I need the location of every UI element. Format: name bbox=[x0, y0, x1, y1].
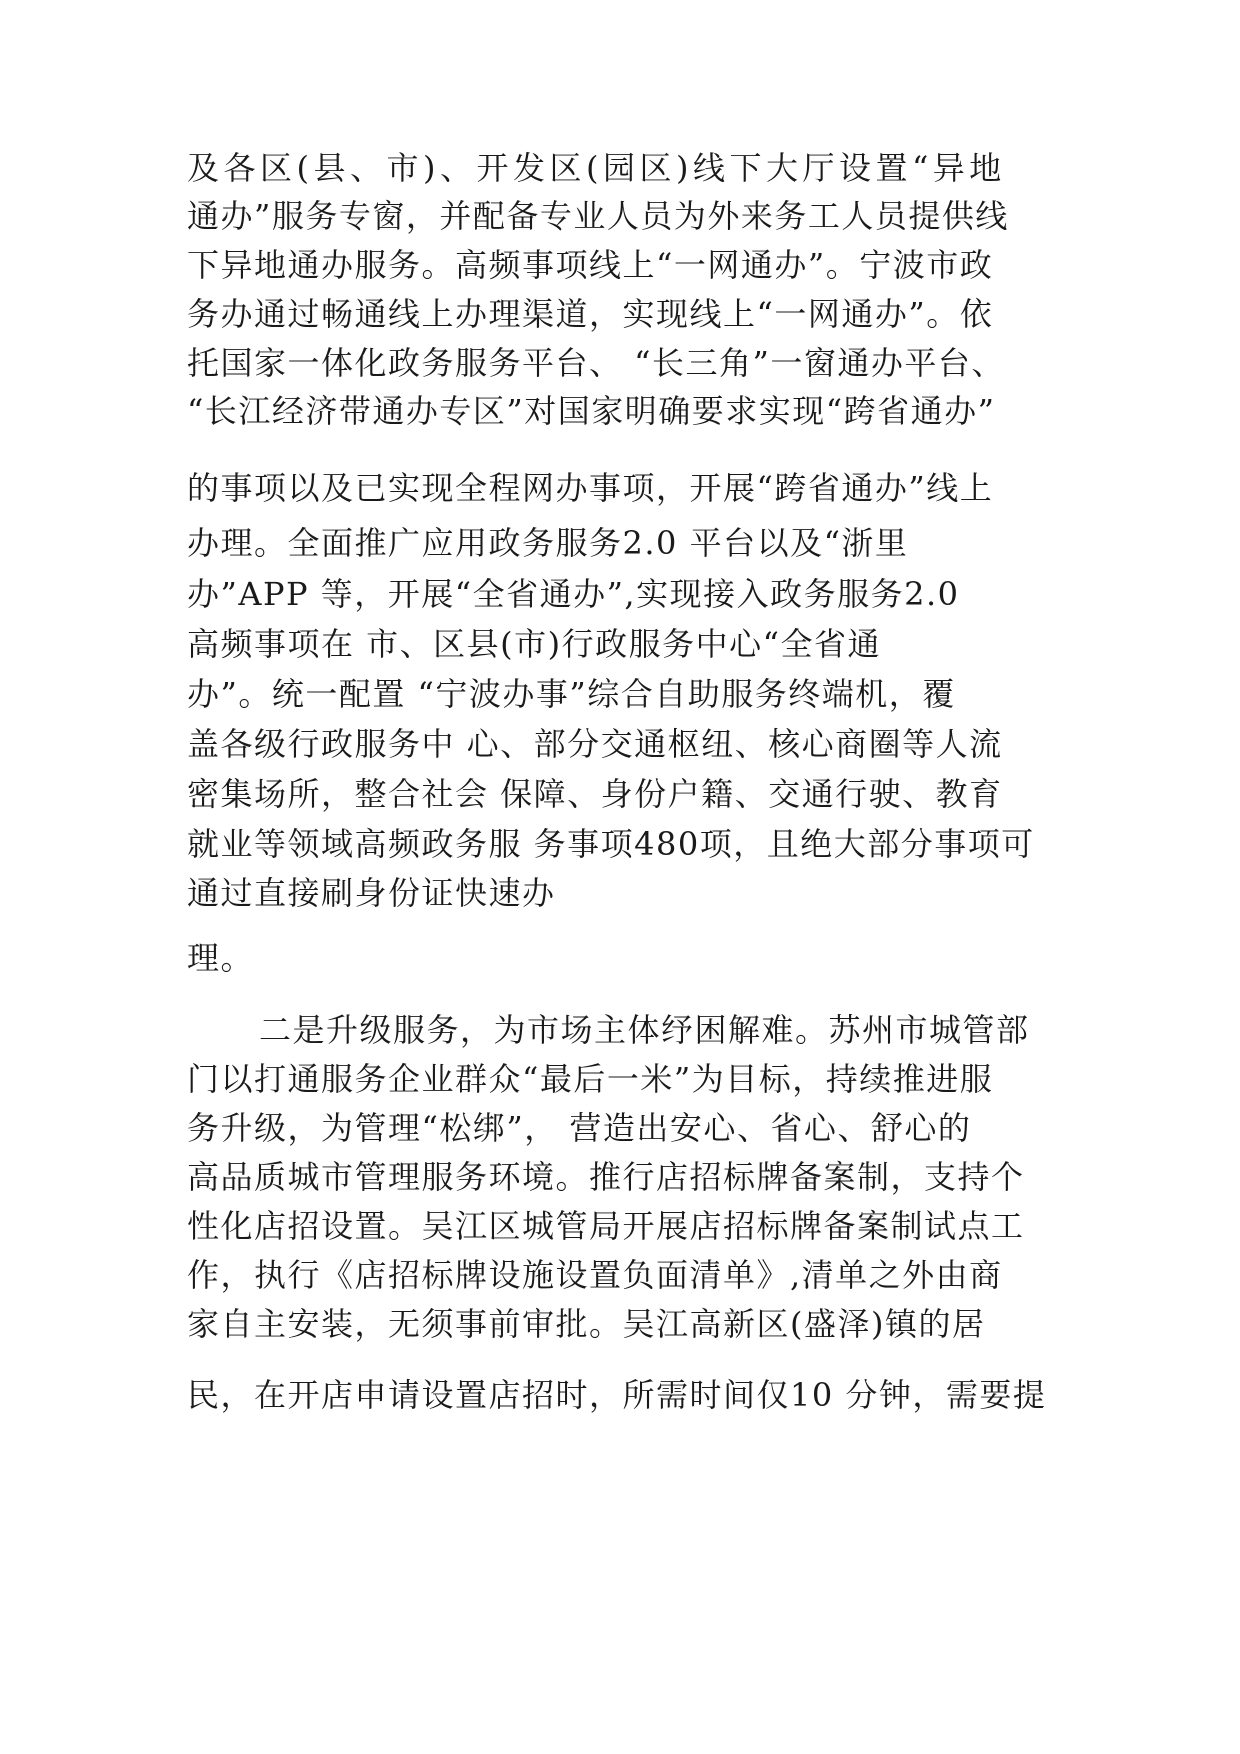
body-text-line: 密集场所，整合社会 保障、身份户籍、交通行驶、教育 bbox=[187, 775, 1003, 813]
paragraph-first-line: 二是升级服务，为市场主体纾困解难。苏州市城管部 bbox=[259, 1011, 1030, 1049]
body-text-line: 及各区(县、市)、开发区(园区)线下大厅设置“异地 bbox=[187, 149, 1006, 187]
body-text-line: 通办”服务专窗，并配备专业人员为外来务工人员提供线 bbox=[187, 197, 1009, 235]
body-text-line: 理。 bbox=[187, 939, 255, 977]
body-text-line: “长江经济带通办专区”对国家明确要求实现“跨省通办” bbox=[187, 392, 996, 430]
body-text-line: 务升级，为管理“松绑”， 营造出安心、省心、舒心的 bbox=[187, 1109, 972, 1147]
body-text-line: 的事项以及已实现全程网办事项，开展“跨省通办”线上 bbox=[187, 469, 994, 507]
body-text-line: 务办通过畅通线上办理渠道，实现线上“一网通办”。依 bbox=[187, 295, 994, 333]
body-text-line: 就业等领域高频政务服 务事项480项，且绝大部分事项可 bbox=[187, 825, 1035, 863]
body-text-line: 办”。统一配置 “宁波办事”综合自助服务终端机，覆 bbox=[187, 675, 956, 713]
body-text-line: 盖各级行政服务中 心、部分交通枢纽、核心商圈等人流 bbox=[187, 725, 1003, 763]
body-text-line: 高频事项在 市、区县(市)行政服务中心“全省通 bbox=[187, 625, 882, 663]
body-text-line: 办理。全面推广应用政务服务2.0 平台以及“浙里 bbox=[187, 524, 909, 562]
body-text-line: 高品质城市管理服务环境。推行店招标牌备案制，支持个 bbox=[187, 1158, 1025, 1196]
body-text-line: 通过直接刷身份证快速办 bbox=[187, 874, 556, 912]
body-text-line: 性化店招设置。吴江区城管局开展店招标牌备案制试点工 bbox=[187, 1207, 1025, 1245]
body-text-line: 民，在开店申请设置店招时，所需时间仅10 分钟，需要提 bbox=[187, 1376, 1047, 1414]
body-text-line: 家自主安装，无须事前审批。吴江高新区(盛泽)镇的居 bbox=[187, 1305, 986, 1343]
body-text-line: 办”APP 等，开展“全省通办”,实现接入政务服务2.0 bbox=[187, 575, 960, 613]
body-text-line: 托国家一体化政务服务平台、 “长三角”一窗通办平台、 bbox=[187, 344, 1005, 382]
body-text-line: 门以打通服务企业群众“最后一米”为目标，持续推进服 bbox=[187, 1060, 994, 1098]
body-text-line: 下异地通办服务。高频事项线上“一网通办”。宁波市政 bbox=[187, 246, 994, 284]
body-text-line: 作，执行《店招标牌设施设置负面清单》,清单之外由商 bbox=[187, 1256, 1003, 1294]
